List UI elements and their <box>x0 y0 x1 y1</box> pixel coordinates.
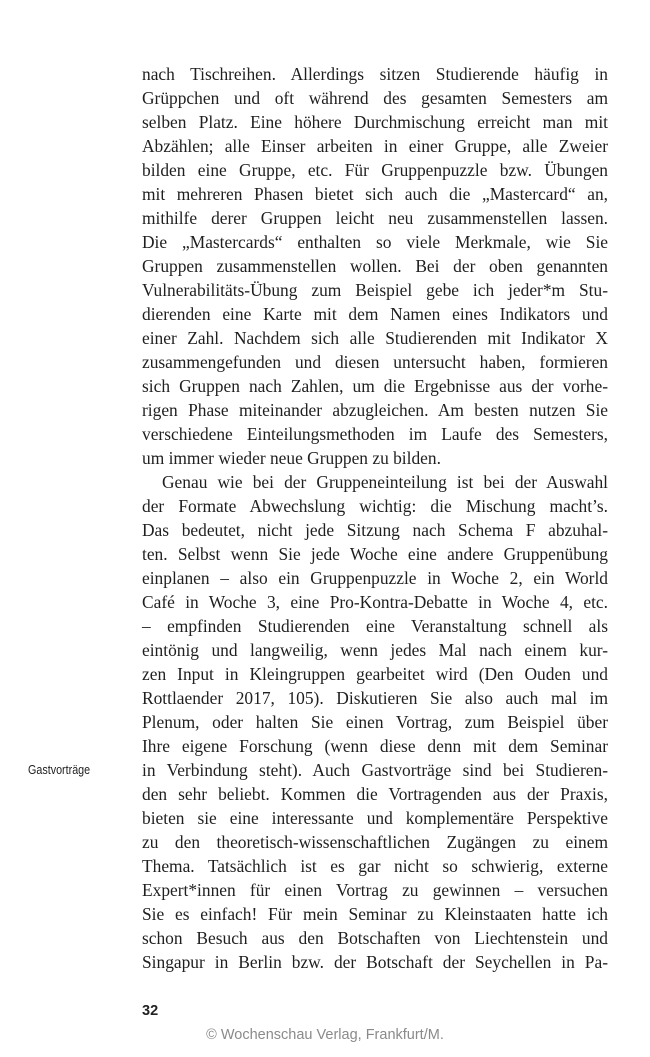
text-line: Expert*innen für einen Vortrag zu gewinnen – versuchen <box>142 880 608 900</box>
text-line: – empfinden Studierenden eine Veranstaltung schnell als <box>142 616 608 636</box>
text-line: in Verbindung steht). Auch Gastvorträge sind bei Studieren- <box>142 760 608 780</box>
text-line: nach Tischreihen. Allerdings sitzen Studierende häufig in <box>142 64 608 84</box>
text-line: mithilfe derer Gruppen leicht neu zusammenstellen lassen. <box>142 208 608 228</box>
body-text <box>142 62 608 974</box>
text-line: Singapur in Berlin bzw. der Botschaft der Seychellen in Pa- <box>142 952 608 972</box>
text-line: zu den theoretisch-wissenschaftlichen Zugängen zu einem <box>142 832 608 852</box>
text-line: mit mehreren Phasen bietet sich auch die „Mastercard“ an, <box>142 184 608 204</box>
text-line: Ihre eigene Forschung (wenn diese denn mit dem Seminar <box>142 736 608 756</box>
text-line: Abzählen; alle Einser arbeiten in einer Gruppe, alle Zweier <box>142 136 608 156</box>
text-line: einplanen – also ein Gruppenpuzzle in Woche 2, ein World <box>142 568 608 588</box>
text-line: verschiedene Einteilungsmethoden im Laufe des Semesters, <box>142 424 608 444</box>
text-line: selben Platz. Eine höhere Durchmischung erreicht man mit <box>142 112 608 132</box>
text-line: Plenum, oder halten Sie einen Vortrag, zum Beispiel über <box>142 712 608 732</box>
text-line: Sie es einfach! Für mein Seminar zu Kleinstaaten hatte ich <box>142 904 608 924</box>
text-line: Gruppen zusammenstellen wollen. Bei der oben genannten <box>142 256 608 276</box>
text-line: den sehr beliebt. Kommen die Vortragenden aus der Praxis, <box>142 784 608 804</box>
text-line: Vulnerabilitäts-Übung zum Beispiel gebe ich jeder*m Stu- <box>142 280 608 300</box>
text-line: sich Gruppen nach Zahlen, um die Ergebnisse aus der vorhe- <box>142 376 608 396</box>
text-line: eintönig und langweilig, wenn jedes Mal nach einem kur- <box>142 640 608 660</box>
text-line: ten. Selbst wenn Sie jede Woche eine andere Gruppenübung <box>142 544 608 564</box>
text-line: zen Input in Kleingruppen gearbeitet wird (Den Ouden und <box>142 664 608 684</box>
text-line: schon Besuch aus den Botschaften von Liechtenstein und <box>142 928 608 948</box>
text-line: Grüppchen und oft während des gesamten Semesters am <box>142 88 608 108</box>
text-line: Thema. Tatsächlich ist es gar nicht so schwierig, externe <box>142 856 608 876</box>
text-line: Café in Woche 3, eine Pro-Kontra-Debatte in Woche 4, etc. <box>142 592 608 612</box>
text-line: dierenden eine Karte mit dem Namen eines Indikators und <box>142 304 608 324</box>
text-line: der Formate Abwechslung wichtig: die Mischung macht’s. <box>142 496 608 516</box>
text-line: Das bedeutet, nicht jede Sitzung nach Schema F abzuhal- <box>142 520 608 540</box>
copyright-notice: © Wochenschau Verlag, Frankfurt/M. <box>206 1027 444 1043</box>
text-line: bilden eine Gruppe, etc. Für Gruppenpuzzle bzw. Übungen <box>142 160 608 180</box>
margin-note: Gastvorträge <box>28 763 91 777</box>
paragraph-end-line: um immer wieder neue Gruppen zu bilden. <box>142 448 441 468</box>
page-number: 32 <box>142 1003 159 1019</box>
paragraph-start-line: Genau wie bei der Gruppeneinteilung ist bei der Auswahl <box>162 472 608 492</box>
text-line: Rottlaender 2017, 105). Diskutieren Sie also auch mal im <box>142 688 608 708</box>
text-line: einer Zahl. Nachdem sich alle Studierenden mit Indikator X <box>142 328 608 348</box>
text-line: Die „Mastercards“ enthalten so viele Merkmale, wie Sie <box>142 232 608 252</box>
text-line: zusammengefunden und diesen untersucht haben, formieren <box>142 352 608 372</box>
text-line: rigen Phase miteinander abzugleichen. Am besten nutzen Sie <box>142 400 608 420</box>
text-line: bieten sie eine interessante und komplementäre Perspektive <box>142 808 608 828</box>
